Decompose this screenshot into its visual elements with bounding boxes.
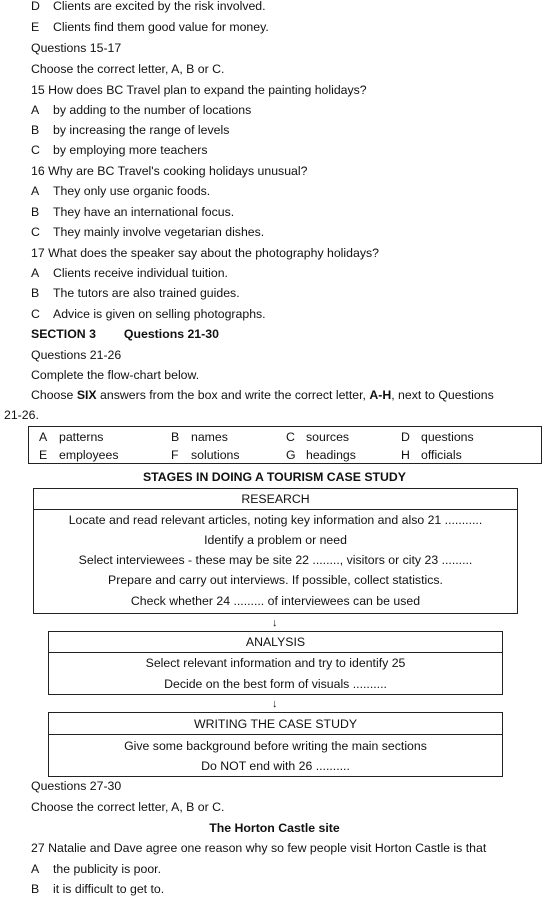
option-letter: G [286, 448, 296, 462]
flowchart-title: STAGES IN DOING A TOURISM CASE STUDY [142, 470, 407, 484]
writing-box [48, 712, 503, 777]
option-text: questions [421, 430, 474, 444]
q16-option-a [31, 183, 210, 199]
option-letter: C [31, 143, 40, 157]
option-letter: H [401, 448, 410, 462]
option-letter: A [31, 103, 40, 117]
option-text: the publicity is poor. [53, 862, 161, 876]
research-step: Select interviewees - these may be site 22 ........, visitors or city 23 ......... [78, 553, 473, 567]
q16-option-c [31, 224, 264, 240]
option-text: officials [421, 448, 462, 462]
option-text: employees [59, 448, 119, 462]
box-instruction [31, 387, 494, 403]
down-arrow-icon: ↓ [272, 698, 278, 710]
option-text: by employing more teachers [53, 143, 208, 157]
writing-step: Give some background before writing the main sections [124, 739, 427, 753]
analysis-step: Select relevant information and try to identify 25 [145, 656, 406, 670]
box-option-f [171, 447, 240, 463]
analysis-divider [49, 652, 502, 653]
option-text: They only use organic foods. [53, 184, 211, 198]
option-text: Clients are excited by the risk involved. [53, 0, 266, 13]
q27-option-b [31, 881, 164, 897]
option-letter: C [286, 430, 295, 444]
option-text: solutions [191, 448, 240, 462]
box-option-a [39, 429, 103, 445]
option-letter: A [31, 184, 40, 198]
questions-27-30-heading: Questions 27-30 [31, 779, 122, 793]
option-letter: D [401, 430, 410, 444]
section-label: SECTION 3 [31, 327, 96, 341]
instruction-emphasis: A-H [369, 388, 392, 402]
q17-option-b [31, 285, 240, 301]
analysis-title: ANALYSIS [245, 635, 306, 649]
option-e [31, 19, 269, 35]
q17-option-c [31, 306, 266, 322]
questions-15-17-instruction: Choose the correct letter, A, B or C. [31, 62, 225, 76]
option-text: headings [306, 448, 356, 462]
option-letter: B [31, 286, 40, 300]
option-text: They mainly involve vegetarian dishes. [53, 225, 265, 239]
option-text: Clients find them good value for money. [53, 20, 269, 34]
research-divider [34, 509, 517, 510]
box-instruction-continued: 21-26. [4, 408, 39, 422]
option-letter: F [171, 448, 179, 462]
box-option-c [286, 429, 349, 445]
analysis-step: Decide on the best form of visuals .......... [164, 677, 387, 691]
questions-21-26-heading: Questions 21-26 [31, 348, 122, 362]
option-letter: D [31, 0, 40, 13]
research-step: Check whether 24 ......... of interviewees can be used [130, 594, 421, 608]
option-letter: B [171, 430, 180, 444]
research-step: Prepare and carry out interviews. If possible, collect statistics. [108, 573, 443, 587]
option-text: The tutors are also trained guides. [53, 286, 240, 300]
option-letter: C [31, 225, 40, 239]
question-15: 15 How does BC Travel plan to expand the painting holidays? [31, 83, 367, 97]
option-text: sources [306, 430, 350, 444]
q16-option-b [31, 204, 234, 220]
option-d [31, 0, 266, 14]
option-text: Advice is given on selling photographs. [53, 307, 266, 321]
option-letter: A [39, 430, 48, 444]
research-step: Locate and read relevant articles, noting key information and also 21 ........... [68, 513, 483, 527]
option-letter: E [31, 20, 40, 34]
option-letter: B [31, 205, 40, 219]
option-text: it is difficult to get to. [53, 882, 165, 896]
box-option-b [171, 429, 228, 445]
box-option-h [401, 447, 462, 463]
question-27: 27 Natalie and Dave agree one reason why so few people visit Horton Castle is that [31, 841, 487, 855]
q15-option-b [31, 122, 229, 138]
option-letter: C [31, 307, 40, 321]
option-letter: A [31, 862, 40, 876]
option-text: by increasing the range of levels [53, 123, 230, 137]
question-17: 17 What does the speaker say about the photography holidays? [31, 246, 379, 260]
writing-step: Do NOT end with 26 .......... [201, 759, 350, 773]
question-16: 16 Why are BC Travel's cooking holidays unusual? [31, 164, 308, 178]
box-option-g [286, 447, 356, 463]
down-arrow-icon: ↓ [272, 617, 278, 629]
instruction-text: Choose [31, 388, 77, 402]
option-letter: B [31, 123, 40, 137]
research-step: Identify a problem or need [204, 533, 347, 547]
research-title: RESEARCH [241, 492, 310, 506]
option-letter: B [31, 882, 40, 896]
writing-divider [49, 734, 502, 735]
questions-27-30-instruction: Choose the correct letter, A, B or C. [31, 800, 225, 814]
option-letter: E [39, 448, 48, 462]
flowchart-instruction: Complete the flow-chart below. [31, 368, 200, 382]
box-option-e [39, 447, 118, 463]
horton-castle-title: The Horton Castle site [209, 821, 340, 835]
q17-option-a [31, 265, 228, 281]
q27-option-a [31, 861, 161, 877]
option-text: patterns [59, 430, 104, 444]
option-letter: A [31, 266, 40, 280]
option-text: Clients receive individual tuition. [53, 266, 228, 280]
q15-option-c [31, 142, 207, 158]
box-option-d [401, 429, 474, 445]
answer-options-box [28, 426, 542, 464]
writing-title: WRITING THE CASE STUDY [193, 717, 358, 731]
instruction-text: , next to Questions [391, 388, 494, 402]
option-text: by adding to the number of locations [53, 103, 252, 117]
research-box [33, 488, 518, 614]
questions-15-17-heading: Questions 15-17 [31, 41, 122, 55]
q15-option-a [31, 102, 251, 118]
section-3-title [31, 326, 219, 342]
instruction-text: answers from the box and write the correct letter, [96, 388, 370, 402]
option-text: names [191, 430, 228, 444]
instruction-emphasis: SIX [76, 388, 97, 402]
option-text: They have an international focus. [53, 205, 235, 219]
section-questions-range: Questions 21-30 [123, 327, 219, 341]
analysis-box [48, 631, 503, 695]
